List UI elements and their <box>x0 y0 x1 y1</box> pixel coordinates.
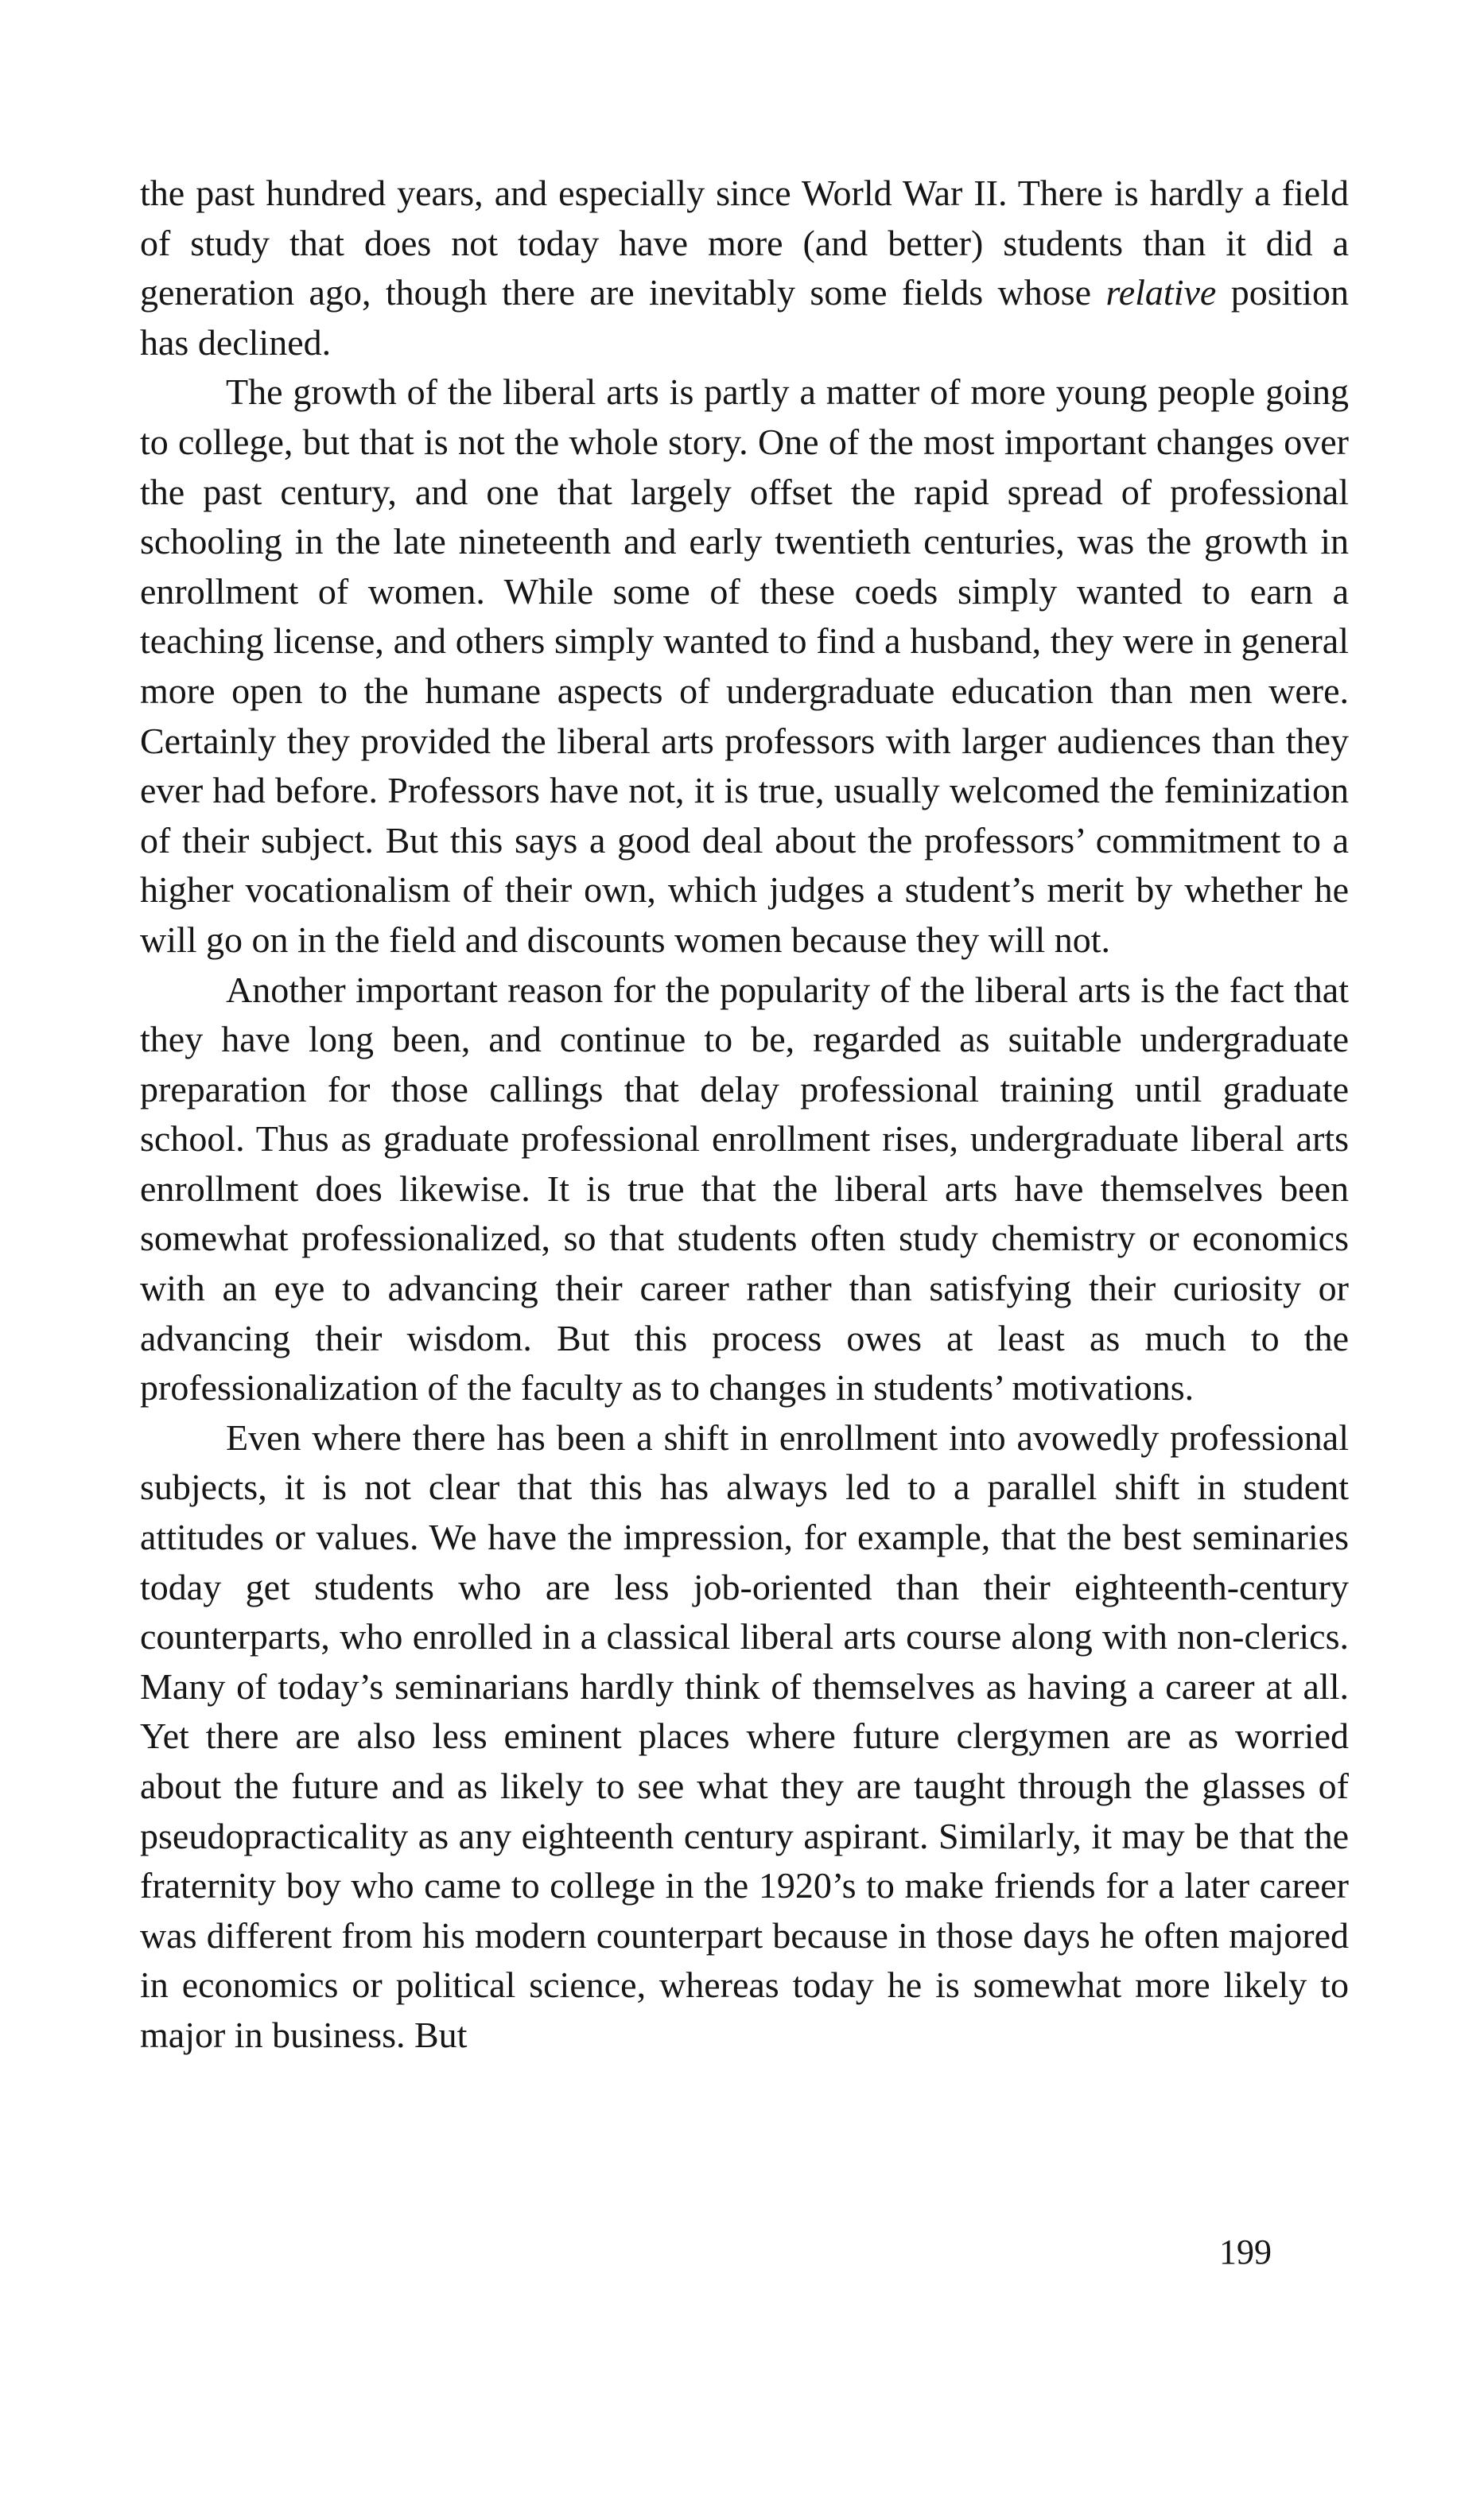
paragraph-2: The growth of the liberal arts is partly a matter of more young people going to college, but that is not the whole story. One of the most important changes over the past century, and one that largely offset the rapid spread of professional schooling in the late nineteenth and early twentieth centuries, was the growth in enrollment of women. While some of these coeds simply wanted to earn a teaching license, and others simply wanted to find a husband, they were in general more open to the humane aspects of undergraduate education than men were. Certainly they provided the liberal arts professors with larger audiences than they ever had before. Professors have not, it is true, usually welcomed the feminization of their subject. But this says a good deal about the professors’ commitment to a higher vocationalism of their own, which judges a student’s merit by whether he will go on in the field and discounts women because they will not. <box>140 371 1349 960</box>
paragraph-1-text-end: position has declined. <box>140 272 1349 363</box>
paragraph-3: Another important reason for the popularity of the liberal arts is the fact that they have long been, and continue to be, regarded as suitable undergraduate preparation for those callings that delay professional training until graduate school. Thus as graduate professional enrollment rises, undergraduate liberal arts enrollment does likewise. It is true that the liberal arts have themselves been somewhat professionalized, so that students often study chemistry or economics with an eye to advancing their career rather than satisfying their curiosity or advancing their wisdom. But this process owes at least as much to the professionalization of the faculty as to changes in students’ motivations. <box>140 969 1349 1409</box>
page-number: 199 <box>1219 2232 1272 2271</box>
page-body <box>140 169 1349 2061</box>
paragraph-4: Even where there has been a shift in enrollment into avowedly professional subjects, it is not clear that this has always led to a parallel shift in student attitudes or values. We have the impression, for example, that the best seminaries today get students who are less job-oriented than their eighteenth-century counterparts, who enrolled in a classical liberal arts course along with non-clerics. Many of today’s seminarians hardly think of themselves as having a career at all. Yet there are also less eminent places where future clergymen are as worried about the future and as likely to see what they are taught through the glasses of pseudopracticality as any eighteenth century aspirant. Similarly, it may be that the fraternity boy who came to college in the 1920’s to make friends for a later career was different from his modern counterpart because in those days he often majored in economics or political science, whereas today he is somewhat more likely to major in business. But <box>140 1416 1349 2055</box>
paragraph-1 <box>140 169 1349 367</box>
paragraph-1-text-start: the past hundred years, and especially since World War II. There is hardly a field of study that does not today have more (and better) students than it did a generation ago, though there are inevitably some fields whose <box>140 173 1349 313</box>
paragraph-1-italic-word: relative <box>1105 272 1217 313</box>
